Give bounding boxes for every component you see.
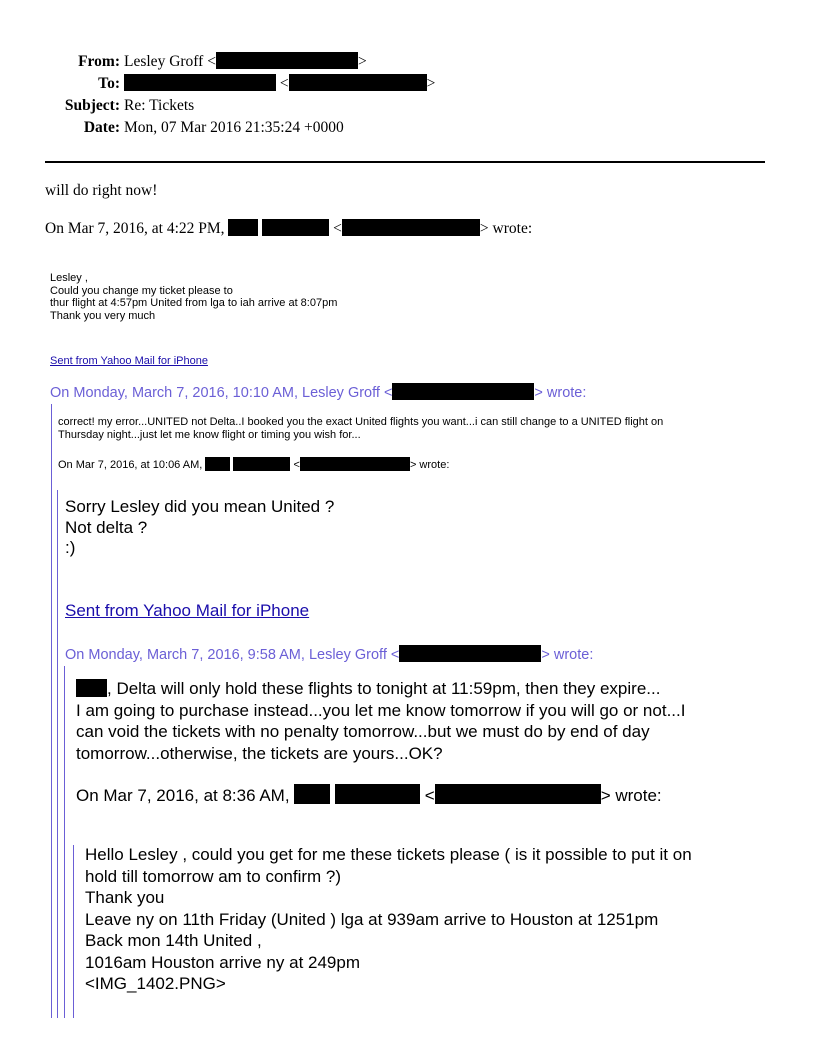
from-name: Lesley Groff < [124,53,216,70]
redacted-block [294,784,330,804]
redacted-block [435,784,601,804]
to-label: To: [98,75,120,92]
message-2: Sorry Lesley did you mean United ? Not delta ? :) [65,497,335,557]
redacted-block [124,74,276,91]
reply-text: will do right now! [45,182,158,199]
quote-header-1: On Monday, March 7, 2016, 10:10 AM, Lesley Groff < > wrote: [50,385,587,401]
redacted-block [228,219,258,236]
message-3: , Delta will only hold these flights to tonight at 11:59pm, then they expire... I am going to purchase instead...you let me know tomorrow if you will go or not...I can void the tickets with no penalty tomorrow...but we must do by end of day tomorrow...otherwise, the tickets are yours...OK? [76,679,686,763]
quote-bar [57,490,58,1018]
subject-value: Re: Tickets [124,97,195,114]
date-value: Mon, 07 Mar 2016 21:35:24 +0000 [124,119,344,136]
redacted-block [289,74,427,91]
header-divider [45,161,765,163]
sent-from-yahoo-link[interactable]: Sent from Yahoo Mail for iPhone [65,601,310,620]
quote-attribution-2: On Mar 7, 2016, at 10:06 AM, < > wrote: [58,459,450,471]
message-1: Lesley , Could you change my ticket please to thur flight at 4:57pm United from lga to iah arrive at 8:07pm Thank you very much [50,272,338,322]
redacted-block [392,383,534,400]
quote-header-2: On Monday, March 7, 2016, 9:58 AM, Lesley Groff < > wrote: [65,647,594,663]
redacted-block [76,679,107,697]
redacted-block [233,457,290,471]
message-4: Hello Lesley , could you get for me these tickets please ( is it possible to put it on hold till tomorrow am to confirm ?) Thank you Leave ny on 11th Friday (United ) lga at 939am arrive to Houston at 1251pm Back mon 14th United , 1016am Houston arrive ny at 249pm <IMG_1402.PNG> [85,845,692,993]
date-label: Date: [83,119,120,136]
redacted-block [205,457,230,471]
redacted-block [216,52,358,69]
quote-attribution-3: On Mar 7, 2016, at 8:36 AM, < > wrote: [76,786,662,805]
redacted-block [342,219,480,236]
from-label: From: [78,53,120,70]
quote-1-text: correct! my error...UNITED not Delta..I booked you the exact United flights you want...i can still change to a UNITED flight on Thursday night...just let me know flight or timing you wish for... [58,416,664,441]
quote-bar [64,666,65,1018]
quote-bar [73,845,74,1018]
redacted-block [335,784,420,804]
subject-label: Subject: [64,97,120,114]
quote-attribution-1: On Mar 7, 2016, at 4:22 PM, < > wrote: [45,220,533,237]
redacted-block [300,457,410,471]
sent-from-yahoo-link[interactable]: Sent from Yahoo Mail for iPhone [50,355,208,367]
quote-bar [51,404,52,1018]
redacted-block [399,645,541,662]
redacted-block [262,219,329,236]
